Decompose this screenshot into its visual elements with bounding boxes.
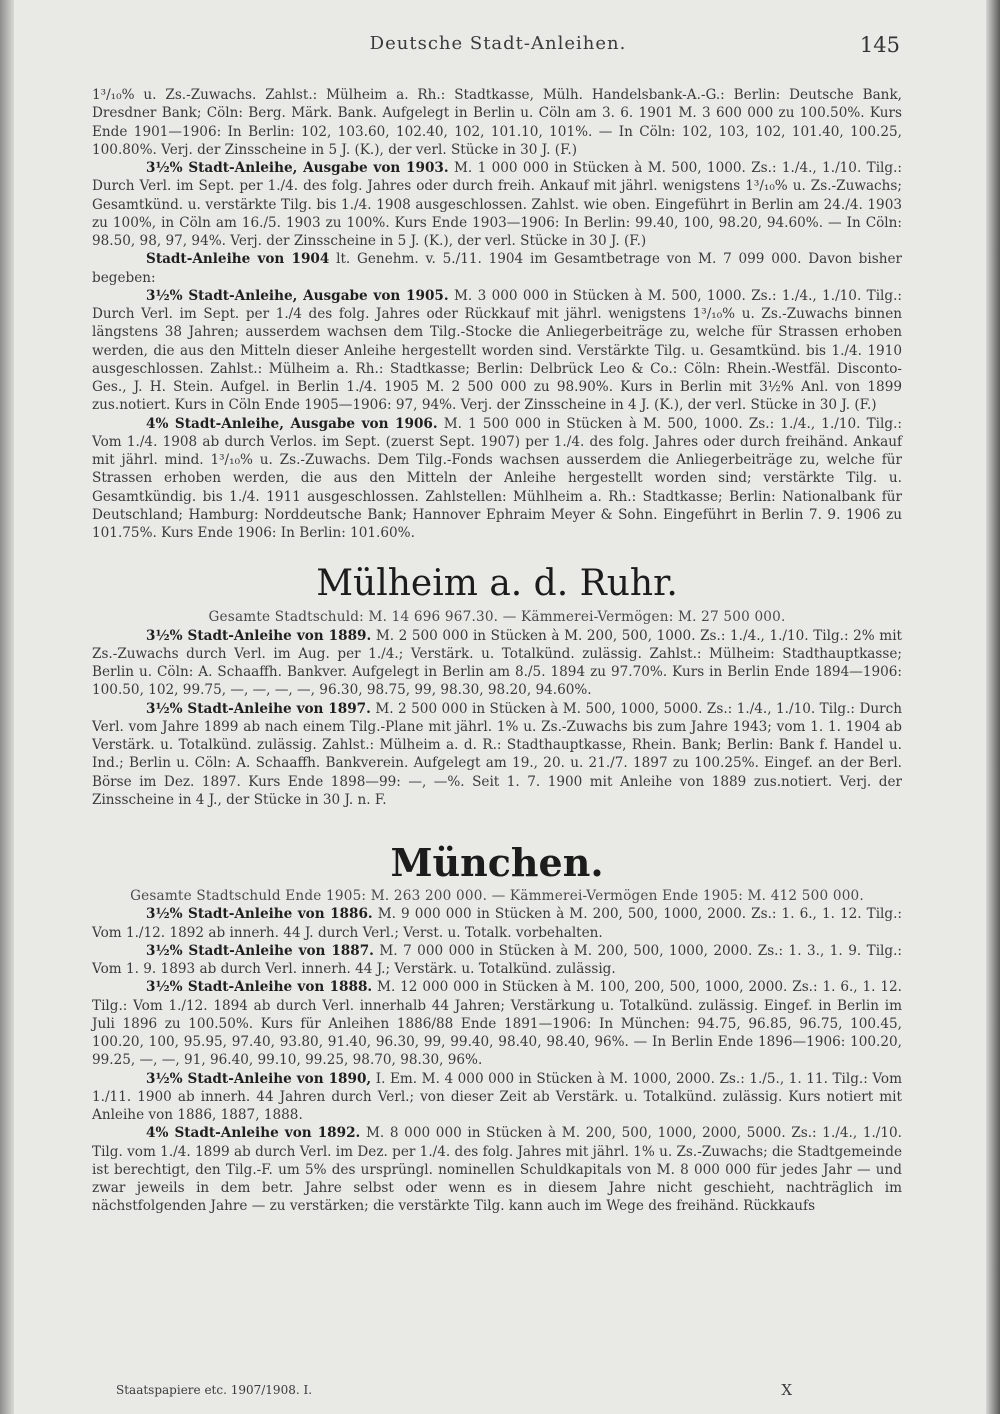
debt-summary: Gesamte Stadtschuld: M. 14 696 967.30. — Kämmerei-Vermögen: M. 27 500 000. <box>208 609 786 626</box>
loan-title: 3½% Stadt-Anleihe von 1888. <box>146 979 373 996</box>
paragraph <box>92 1124 902 1215</box>
loan-title: Stadt-Anleihe von 1904 <box>146 251 330 268</box>
paragraph-text: I. Em. M. 4 000 000 in Stücken à M. 1000, 2000. Zs.: 1./5., 1. 11. Tilg.: Vom 1./11. 1900 ab innerh. 44 Jahren durch Verl.; von dieser Zeit ab Verstärk. u. Totalkünd. zulässig. Kurs notiert mit Anleihe von 1886, 1887, 1888. <box>92 1070 903 1123</box>
paragraph-text: M. 7 000 000 in Stücken à M. 200, 500, 1000, 2000. Zs.: 1. 3., 1. 9. Tilg.: Vom 1. 9. 1893 ab durch Verl. innerh. 44 J.; Verstärk. u. Totalkünd. zulässig. <box>92 942 902 977</box>
city-heading-muenchen: München. <box>390 840 604 885</box>
running-title: Deutsche Stadt-Anleihen. <box>369 33 627 54</box>
paragraph-text: M. 3 000 000 in Stücken à M. 500, 1000. Zs.: 1./4., 1./10. Tilg.: Durch Verl. im Sept. per 1./4 des folg. Jahres oder Rückkauf mit jährl. wenigstens 1³/₁₀% u. Zs.-Zuwachs binnen längstens 38 Jahren; ausserdem wachsen dem Tilg.-Stocke die Anliegerbeiträge zu, welche für Strassen erhoben werden, die aus den Mitteln dieser Anleihe hergestellt worden sind. Verstärkte Tilg. u. Gesamtkünd. bis 1./4. 1910 ausgeschlossen. Zahlst.: Mülheim a. Rh.: Stadtkasse; Berlin: Delbrück Leo & Co.: Cöln: Rhein.-Westfäl. Disconto-Ges., J. H. Stein. Aufgel. in Berlin 1./4. 1905 M. 2 500 000 zu 98.90%. Kurs in Berlin mit 3½% Anl. von 1899 zus.notiert. Kurs in Cöln Ende 1905—1906: 97, 94%. Verj. der Zinsscheine in 4 J. (K.), der verl. Stücke in 30 J. (F.) <box>92 287 902 414</box>
paragraph <box>92 978 902 1069</box>
loan-title: 3½% Stadt-Anleihe von 1889. <box>146 627 372 644</box>
paragraph-text: M. 2 500 000 in Stücken à M. 500, 1000, 5000. Zs.: 1./4., 1./10. Tilg.: Durch Verl. vom Jahre 1899 ab nach einem Tilg.-Plane mit jährl. 1% u. Zs.-Zuwachs bis zum Jahre 1943; vom 1. 1. 1904 ab Verstärk. u. Totalkünd. zulässig. Zahlst.: Mülheim a. d. R.: Stadthauptkasse, Rhein. Bank; Berlin: Bank f. Handel u. Ind.; Berlin u. Cöln: A. Schaaffh. Bankverein. Aufgelegt am 19., 20. u. 21./7. 1897 zu 100.25%. Eingef. an der Berl. Börse im Dez. 1897. Kurs Ende 1898—99: —, —%. Seit 1. 7. 1900 mit Anleihe von 1889 zus.notiert. Verj. der Zinsscheine in 4 J., der Stücke in 30 J. n. F. <box>92 700 903 808</box>
paragraph-text: M. 1 000 000 in Stücken à M. 500, 1000. Zs.: 1./4., 1./10. Tilg.: Durch Verl. im Sept. per 1./4. des folg. Jahres oder durch freih. Ankauf mit jährl. wenigstens 1³/₁₀% u. Zs.-Zuwachs; Gesamtkünd. u. verstärkte Tilg. bis 1./4. 1908 ausgeschlossen. Zahlst. wie oben. Eingeführt in Berlin am 24./4. 1903 zu 100%, in Cöln am 16./5. 1903 zu 100%. Kurs Ende 1903—1906: In Berlin: 99.40, 100, 98.20, 94.60%. — In Cöln: 98.50, 98, 97, 94%. Verj. der Zinsscheine in 5 J. (K.), der verl. Stücke in 30 J. (F.) <box>92 160 902 249</box>
loan-title: 3½% Stadt-Anleihe von 1890, <box>146 1070 372 1087</box>
paragraph <box>92 700 902 810</box>
paragraph <box>92 415 902 543</box>
imprint-line: Staatspapiere etc. 1907/1908. I. <box>116 1383 313 1397</box>
paragraph <box>92 905 902 942</box>
loan-title: 3½% Stadt-Anleihe, Ausgabe von 1903. <box>146 160 449 176</box>
page-body <box>92 86 902 1216</box>
paragraph-text: lt. Genehm. v. 5./11. 1904 im Gesamtbetrage von M. 7 099 000. Davon bisher begeben: <box>92 251 903 286</box>
page-edge-left <box>0 0 14 1414</box>
paragraph <box>92 159 902 250</box>
page-header <box>92 33 904 63</box>
paragraph-text: 1³/₁₀% u. Zs.-Zuwachs. Zahlst.: Mülheim a. Rh.: Stadtkasse, Mülh. Handelsbank-A.-G.: Berlin: Deutsche Bank, Dresdner Bank; Cöln: Berg. Märk. Bank. Aufgelegt in Berlin u. Cöln am 3. 6. 1901 M. 3 600 000 zu 100.50%. Kurs Ende 1901—1906: In Berlin: 102, 103.60, 102.40, 102, 101.10, 101%. — In Cöln: 102, 103, 102, 101.40, 100.25, 100.80%. Verj. der Zinsscheine in 5 J. (K.), der verl. Stücke in 30 J. (F.) <box>92 87 902 158</box>
loan-title: 3½% Stadt-Anleihe von 1887. <box>146 942 374 959</box>
paragraph <box>92 287 902 415</box>
paragraph <box>92 627 902 700</box>
paragraph <box>92 86 902 159</box>
loan-title: 4% Stadt-Anleihe, Ausgabe von 1906. <box>146 415 438 432</box>
paragraph-text: M. 12 000 000 in Stücken à M. 100, 200, 500, 1000, 2000. Zs.: 1. 6., 1. 12. Tilg.: Vom 1./12. 1894 ab durch Verl. innerhalb 44 Jahren; Verstärkung u. Totalkünd. zulässig. Eingef. in Berlin im Juli 1896 zu 100.50%. Kurs für Anleihen 1886/88 Ende 1891—1906: In München: 94.75, 96.85, 96.75, 100.45, 100.20, 100, 95.95, 97.40, 93.80, 91.40, 96.30, 99, 99.40, 98.40, 98.40, 96%. — In Berlin Ende 1896—1906: 100.20, 99.25, —, —, 91, 96.40, 99.10, 99.25, 98.70, 98.30, 96%. <box>92 979 902 1069</box>
paragraph <box>92 942 902 979</box>
paragraph <box>92 1070 902 1125</box>
signature-mark: X <box>781 1381 792 1399</box>
city-heading-muelheim: Mülheim a. d. Ruhr. <box>316 563 678 605</box>
paragraph-text: M. 9 000 000 in Stücken à M. 200, 500, 1000, 2000. Zs.: 1. 6., 1. 12. Tilg.: Vom 1./12. 1892 ab innerh. 44 J. durch Verl.; Verst. u. Totalk. vorbehalten. <box>92 906 903 941</box>
page-edge-right <box>986 0 1000 1414</box>
debt-summary: Gesamte Stadtschuld Ende 1905: M. 263 200 000. — Kämmerei-Vermögen Ende 1905: M. 412 500 000. <box>130 888 864 904</box>
loan-title: 3½% Stadt-Anleihe von 1897. <box>146 700 371 717</box>
loan-title: 3½% Stadt-Anleihe, Ausgabe von 1905. <box>146 287 449 304</box>
paragraph-text: M. 2 500 000 in Stücken à M. 200, 500, 1000. Zs.: 1./4., 1./10. Tilg.: 2% mit Zs.-Zuwachs durch Verl. im Aug. per 1./4.; Verstärk. u. Totalkünd. zulässig. Zahlst.: Mülheim: Stadthauptkasse; Berlin u. Cöln: A. Schaaffh. Bankver. Aufgelegt in Berlin am 8./5. 1894 zu 97.70%. Kurs in Berlin Ende 1894—1906: 100.50, 102, 99.75, —, —, —, —, 96.30, 98.75, 99, 98.30, 98.20, 94.60%. <box>92 627 903 699</box>
loan-title: 4% Stadt-Anleihe von 1892. <box>146 1125 361 1142</box>
paragraph-text: M. 1 500 000 in Stücken à M. 500, 1000. Zs.: 1./4., 1./10. Tilg.: Vom 1./4. 1908 ab durch Verlos. im Sept. (zuerst Sept. 1907) per 1./4. des folg. Jahres oder durch freihänd. Ankauf mit jährl. mind. 1³/₁₀% u. Zs.-Zuwachs. Dem Tilg.-Fonds wachsen ausserdem die Anliegerbeiträge zu, welche für Strassen erhoben werden, die aus den Mitteln der Anleihe hergestellt worden sind; verstärkte Tilg. u. Gesamtkündig. bis 1./4. 1911 ausgeschlossen. Zahlstellen: Mühlheim a. Rh.: Stadtkasse; Berlin: Nationalbank für Deutschland; Hamburg: Norddeutsche Bank; Hannover Ephraim Meyer & Sohn. Eingeführt in Berlin 7. 9. 1906 zu 101.75%. Kurs Ende 1906: In Berlin: 101.60%. <box>92 415 902 541</box>
page-number: 145 <box>859 33 900 57</box>
loan-title: 3½% Stadt-Anleihe von 1886. <box>146 906 373 923</box>
paragraph <box>92 250 902 287</box>
paragraph-text: M. 8 000 000 in Stücken à M. 200, 500, 1000, 2000, 5000. Zs.: 1./4., 1./10. Tilg. vom 1./4. 1899 ab durch Verl. im Dez. per 1./4. des folg. Jahres mit jährl. 1% u. Zs.-Zuwachs; die Stadtgemeinde ist berechtigt, den Tilg.-F. um 5% des ursprüngl. nominellen Schuldkapitals von M. 8 000 000 für jedes Jahr — und zwar jeweils in dem betr. Jahre selbst oder wenn es in diesem Jahre nicht geschieht, nachträglich im nächstfolgenden Jahre — zu verstärken; die verstärkte Tilg. kann auch im Wege des freihänd. Rückkaufs <box>92 1125 903 1215</box>
page-footer <box>116 1383 792 1403</box>
